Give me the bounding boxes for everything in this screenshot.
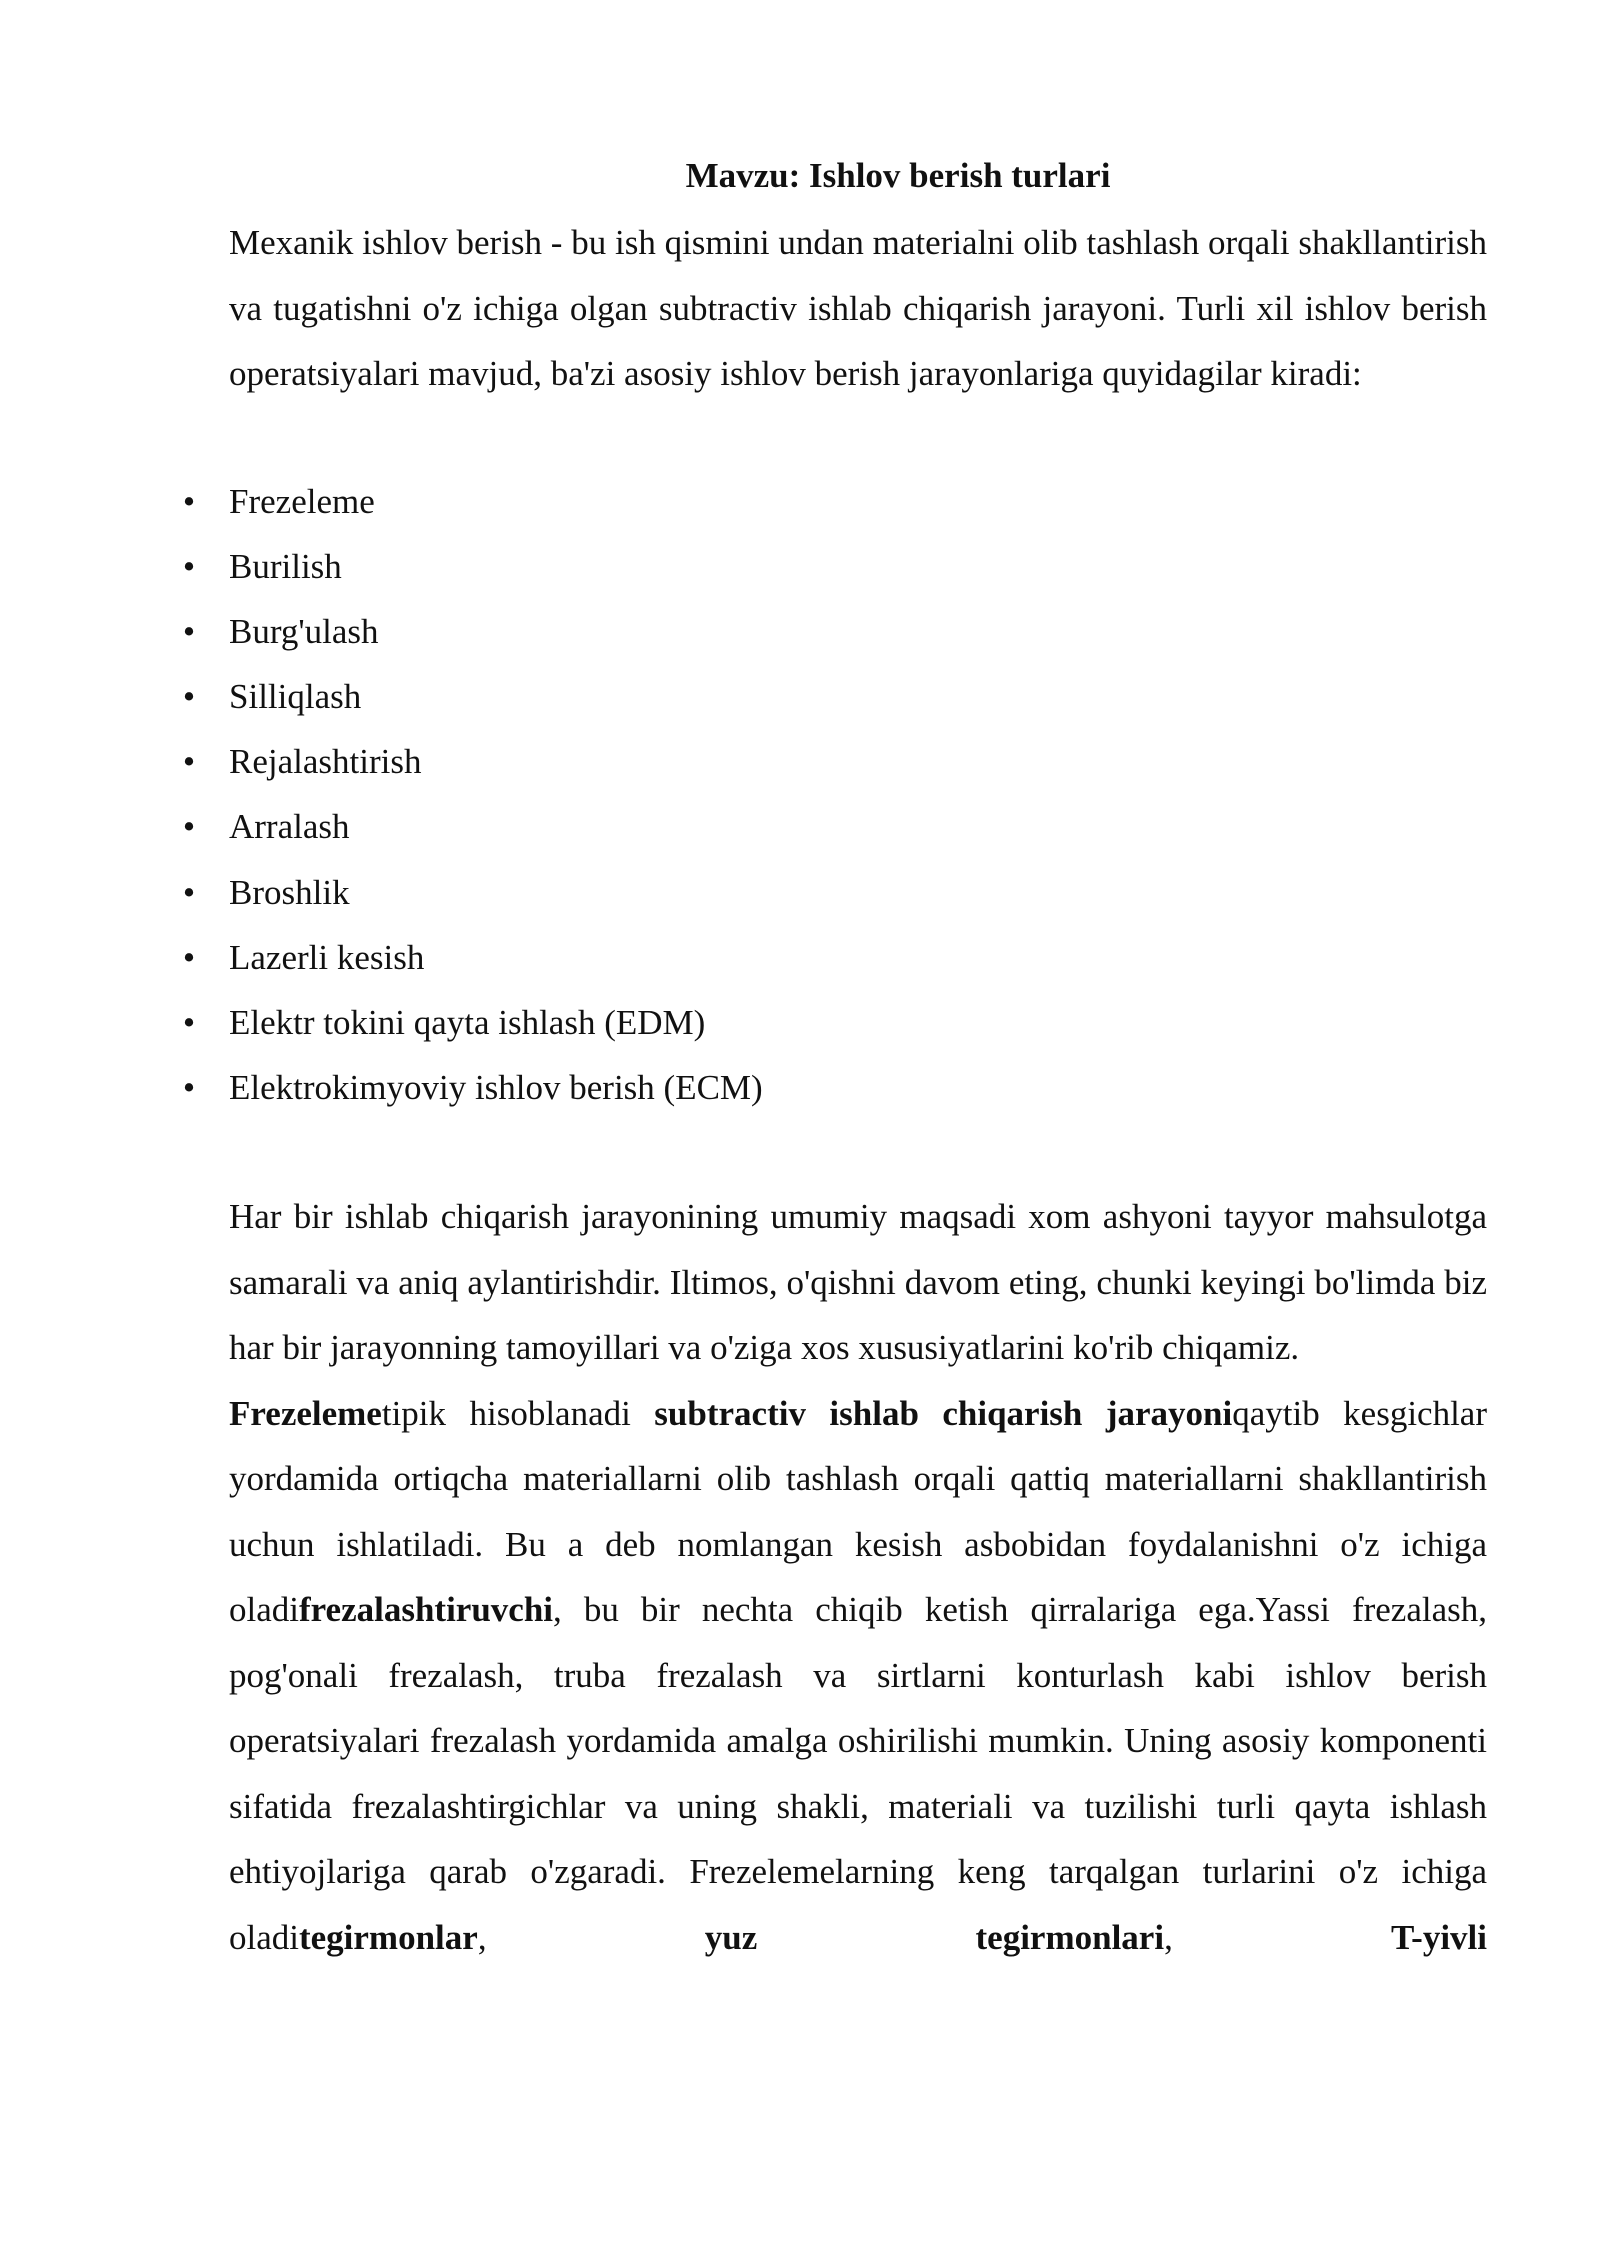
document-title: Mavzu: Ishlov berish turlari — [685, 156, 1111, 195]
bold-term: yuz tegirmonlari — [704, 1917, 1165, 1957]
bullet-icon: • — [182, 546, 196, 586]
list-item-label: Burilish — [229, 546, 342, 586]
bold-term: tegirmonlar — [298, 1917, 478, 1957]
bullet-icon: • — [182, 1003, 196, 1042]
list-item-label: Silliqlash — [229, 677, 362, 717]
list-item — [182, 1055, 1487, 1120]
bullet-icon: • — [182, 872, 196, 912]
list-item-label: Lazerli kesish — [229, 937, 425, 977]
document-body — [182, 146, 1487, 1970]
bullet-icon: • — [182, 742, 196, 782]
body-text: tipik hisoblanadi — [381, 1393, 655, 1433]
bullet-icon: • — [182, 1068, 196, 1108]
bold-term: T-yivli — [1391, 1917, 1487, 1957]
list-item — [182, 664, 1487, 729]
list-item-label: Broshlik — [229, 872, 350, 912]
list-item — [182, 534, 1487, 599]
intro-paragraph: Mexanik ishlov berish - bu ish qismini undan materialni olib tashlash orqali shakllantirish va tugatishni o'z ichiga olgan subtractiv ishlab chiqarish jarayoni. Turli xil ishlov berish operatsiyalari mavjud, ba'zi asosiy ishlov berish jarayonlariga quyidagilar kiradi: — [229, 223, 1487, 393]
bullet-icon: • — [182, 677, 196, 717]
list-item-label: Elektr tokini qayta ishlash (EDM) — [229, 1003, 706, 1042]
spacer — [229, 1120, 1487, 1184]
list-item-label: Frezeleme — [229, 481, 375, 521]
list-item — [182, 860, 1487, 925]
bold-term: frezalashtiruvchi — [298, 1590, 554, 1630]
list-item — [182, 599, 1487, 664]
body-text: , — [477, 1917, 705, 1957]
bullet-icon: • — [182, 807, 196, 847]
bullet-icon: • — [182, 481, 196, 521]
list-item-label: Arralash — [229, 807, 350, 847]
bullet-icon: • — [182, 937, 196, 977]
list-item — [182, 990, 1487, 1055]
list-item — [182, 794, 1487, 859]
summary-paragraph: Har bir ishlab chiqarish jarayonining umumiy maqsadi xom ashyoni tayyor mahsulotga samarali va aniq aylantirishdir. Iltimos, o'qishni davom eting, chunki keyingi bo'limda biz har bir jarayonning tamoyillari va o'ziga xos xususiyatlarini ko'rib chiqamiz. — [229, 1197, 1487, 1368]
list-item — [182, 469, 1487, 534]
spacer — [229, 407, 1487, 469]
body-text: , bu bir nechta chiqib ketish qirralariga ega.Yassi frezalash, pog'onali frezalash, truba frezalash va sirtlarni konturlash kabi ishlov berish operatsiyalari frezalash yordamida amalga oshirilishi mumkin. Uning asosiy komponenti sifatida frezalashtirgichlar va uning shakli, materiali va tuzilishi turli qayta ishlash ehtiyojlariga qarab o'zgaradi. Frezelemelarning keng tarqalgan turlarini o'z ichiga oladi — [229, 1590, 1487, 1957]
body-text: qaytib kesgichlar yordamida ortiqcha materiallarni olib tashlash orqali qattiq materiallarni shakllantirish uchun ishlatiladi. Bu a deb nomlangan kesish asbobidan foydalanishni o'z ichiga oladi — [229, 1393, 1487, 1630]
bold-term: Frezeleme — [229, 1393, 382, 1433]
list-item-label: Burg'ulash — [229, 611, 379, 651]
list-item — [182, 729, 1487, 794]
list-item — [182, 925, 1487, 990]
operations-list — [182, 469, 1487, 1121]
bullet-icon: • — [182, 611, 196, 651]
body-text: , — [1164, 1917, 1392, 1957]
milling-paragraph — [229, 1381, 1487, 1971]
list-item-label: Elektrokimyoviy ishlov berish (ECM) — [229, 1068, 763, 1108]
bold-term: subtractiv ishlab chiqarish jarayoni — [654, 1393, 1233, 1433]
list-item-label: Rejalashtirish — [229, 742, 422, 782]
